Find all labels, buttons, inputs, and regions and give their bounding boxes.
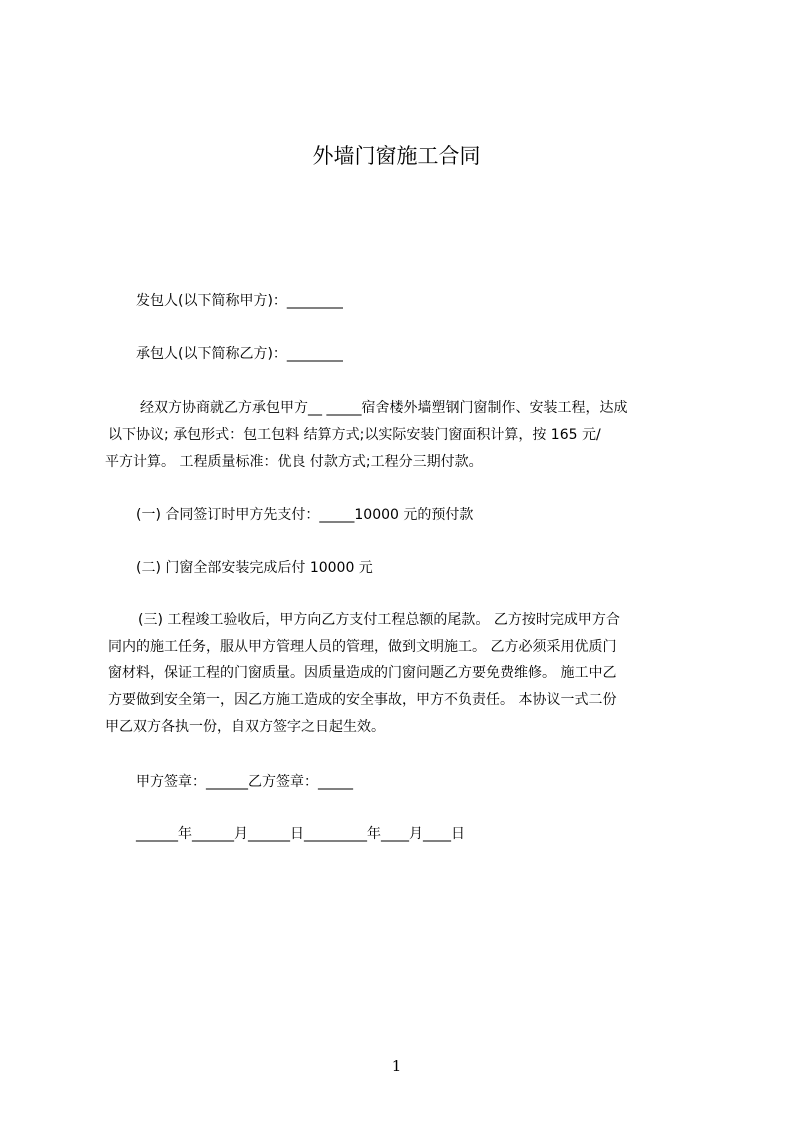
date-line: ______年______月______日_________年____月____日 xyxy=(136,826,465,842)
clause-line: 方要做到安全第一，因乙方施工造成的安全事故，甲方不负责任。 本协议一式二份 xyxy=(108,692,617,708)
agreement-line: 以下协议; 承包形式：包工包料 结算方式;以实际安装门窗面积计算，按 165 元/ xyxy=(108,427,601,443)
clause-line: 窗材料，保证工程的门窗质量。因质量造成的门窗问题乙方要免费维修。 施工中乙 xyxy=(108,665,617,681)
agreement-line: 平方计算。 工程质量标准：优良 付款方式;工程分三期付款。 xyxy=(105,454,483,470)
clause-line: 甲乙双方各执一份，自双方签字之日起生效。 xyxy=(105,719,385,735)
party-a-line: 发包人(以下简称甲方)：________ xyxy=(136,293,343,309)
agreement-line: 经双方协商就乙方承包甲方__ _____宿舍楼外墙塑钢门窗制作、安装工程，达成 xyxy=(140,400,628,416)
clause-line: (三) 工程竣工验收后，甲方向乙方支付工程总额的尾款。 乙方按时完成甲方合 xyxy=(138,612,620,628)
payment-clause-2: (二) 门窗全部安装完成后付 10000 元 xyxy=(136,560,373,576)
signature-line: 甲方签章：______乙方签章：_____ xyxy=(136,774,353,790)
page-number: 1 xyxy=(391,1057,402,1075)
page-title: 外墙门窗施工合同 xyxy=(312,144,481,168)
clause-line: 同内的施工任务，服从甲方管理人员的管理，做到文明施工。 乙方必须采用优质门 xyxy=(108,639,617,655)
payment-clause-1: (一) 合同签订时甲方先支付：_____10000 元的预付款 xyxy=(136,507,474,523)
party-b-line: 承包人(以下简称乙方)：________ xyxy=(136,346,343,362)
